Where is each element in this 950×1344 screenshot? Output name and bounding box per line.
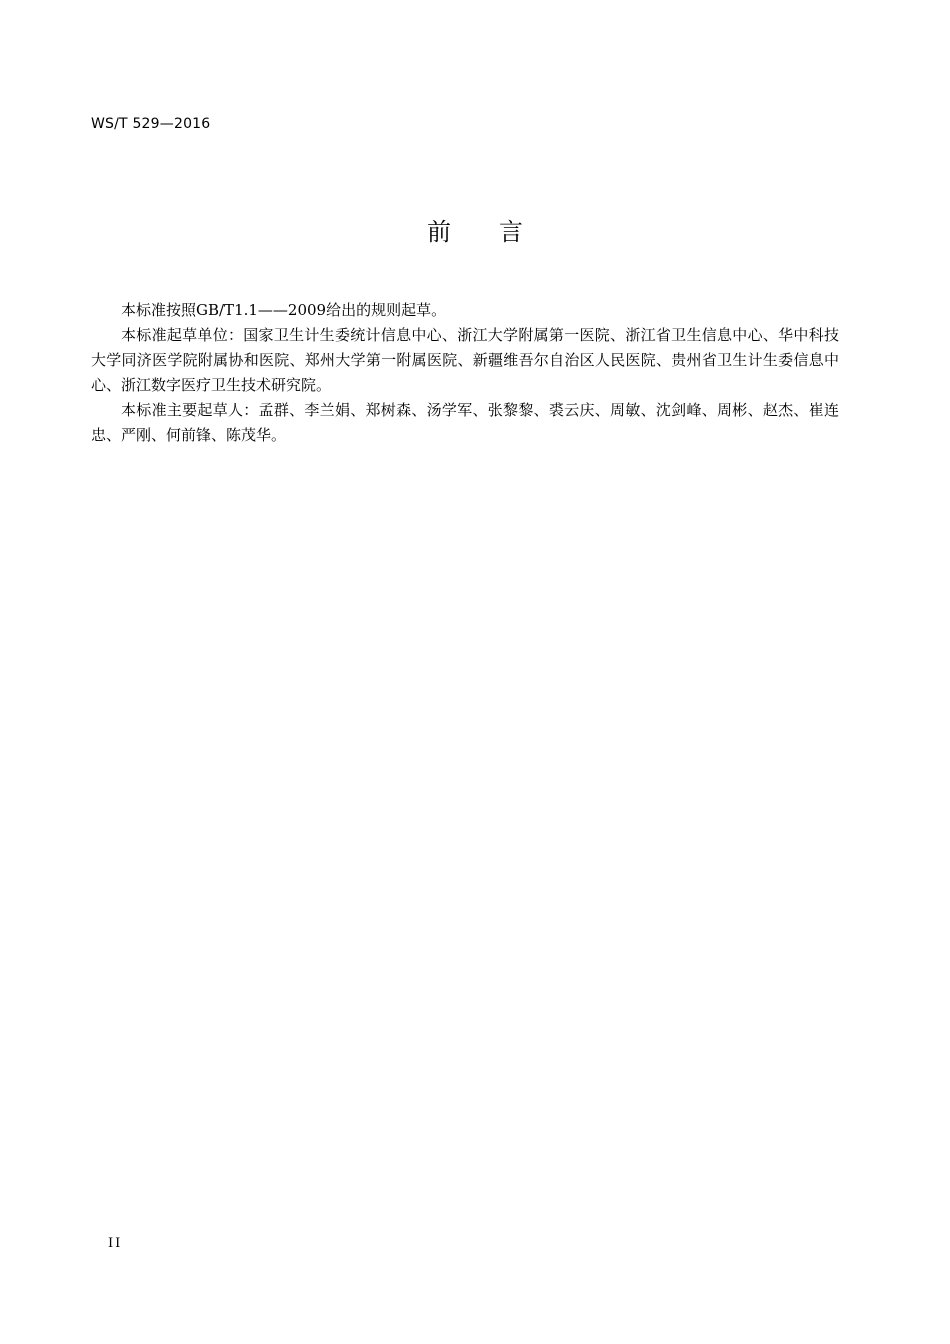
paragraph-drafting-rules: 本标准按照GB/T1.1——2009给出的规则起草。 <box>121 301 447 319</box>
page-title <box>0 212 950 247</box>
foreword-body <box>91 298 839 448</box>
title-char-1: 前 <box>427 218 451 246</box>
title-char-2: 言 <box>499 218 523 246</box>
paragraph-drafting-units: 本标准起草单位：国家卫生计生委统计信息中心、浙江大学附属第一医院、浙江省卫生信息中心、华中科技大学同济医学院附属协和医院、郑州大学第一附属医院、新疆维吾尔自治区人民医院、贵州省卫生计生委信息中心、浙江数字医疗卫生技术研究院。 <box>91 326 839 394</box>
page-number: II <box>108 1236 123 1251</box>
standard-code: WS/T 529—2016 <box>91 116 211 132</box>
paragraph-drafters: 本标准主要起草人：孟群、李兰娟、郑树森、汤学军、张黎黎、裘云庆、周敏、沈剑峰、周彬、赵杰、崔连忠、严刚、何前锋、陈茂华。 <box>91 401 839 444</box>
